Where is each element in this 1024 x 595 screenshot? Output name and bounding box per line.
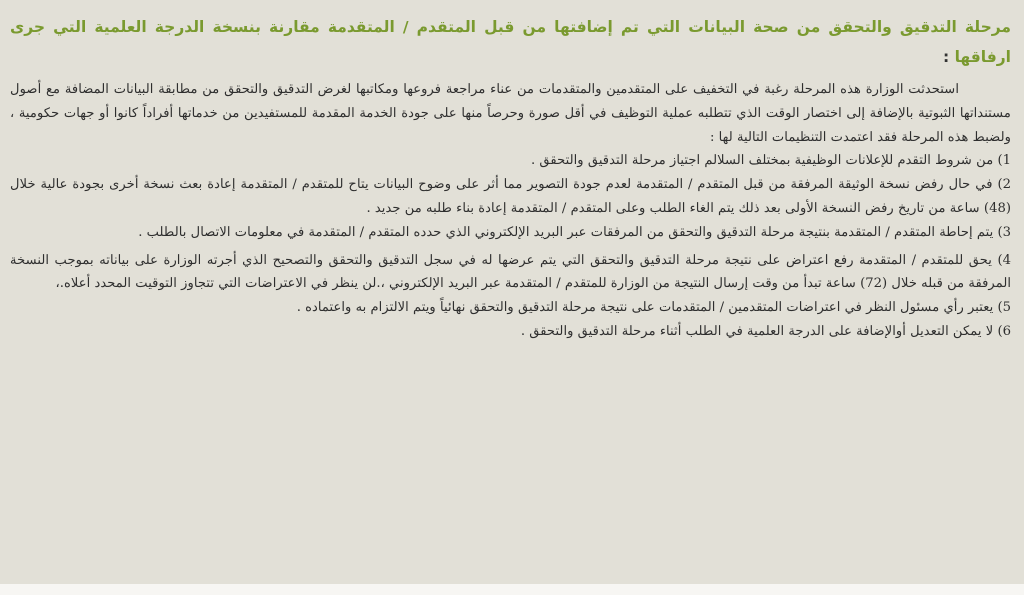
section-heading: [10, 12, 1011, 72]
list-item-4: 4) يحق للمتقدم / المتقدمة رفع اعتراض على نتيجة مرحلة التدقيق والتحقق التي يتم عرضها له في سجل التدقيق والتحقق والتصحيح الذي أجرته الوزارة على بياناته بموجب النسخة المرفقة من قبله خلال (72) ساعة تبدأ من وقت إرسال النتيجة من الوزارة للمتقدم / المتقدمة عبر البريد الإلكتروني ،.لن ينظر في الاعتراضات التي تتجاوز التوقيت المحدد أعلاه.،: [10, 252, 1011, 292]
list-item-6: 6) لا يمكن التعديل أوالإضافة على الدرجة العلمية في الطلب أثناء مرحلة التدقيق والتحقق .: [520, 323, 1011, 339]
page-bottom-strip: [0, 584, 1024, 595]
intro-paragraph: استحدثت الوزارة هذه المرحلة رغبة في التخفيف على المتقدمين والمتقدمات من عناء مراجعة فروعها ومكاتبها لغرض التدقيق والتحقق من مطابقة البيانات المضافة مع أصول مستنداتها الثبوتية بالإضافة إلى اختصار الوقت الذي تتطلبه عملية التوظيف في أقل صورة وحرصاً منها على جودة الخدمة المقدمة للمستفيدين من خدماتها أفراداً كانوا أو جهات حكومية ، ولضبط هذه المرحلة فقد اعتمدت التنظيمات التالية لها :: [10, 82, 1011, 145]
list-item-1: 1) من شروط التقدم للإعلانات الوظيفية بمختلف السلالم اجتياز مرحلة التدقيق والتحقق .: [531, 153, 1011, 169]
list-item-3: 3) يتم إحاطة المتقدم / المتقدمة بنتيجة مرحلة التدقيق والتحقق من المرفقات عبر البريد الإلكتروني الذي حدده المتقدم / المتقدمة في معلومات الاتصال بالطلب .: [138, 224, 1011, 240]
body-text: [10, 78, 1011, 344]
list-item-5: 5) يعتبر رأي مسئول النظر في اعتراضات المتقدمين / المتقدمات على نتيجة مرحلة التدقيق والتحقق نهائياً ويتم الالتزام به واعتماده .: [296, 300, 1011, 316]
heading-text: مرحلة التدقيق والتحقق من صحة البيانات التي تم إضافتها من قبل المتقدم / المتقدمة مقارنة بنسخة الدرجة العلمية التي جرى ارفاقها: [10, 18, 1011, 66]
list-item-2: 2) في حال رفض نسخة الوثيقة المرفقة من قبل المتقدم / المتقدمة لعدم جودة التصوير مما أثر على وضوح البيانات يتاح للمتقدم / المتقدمة إعادة بعث نسخة أخرى بجودة عالية خلال (48) ساعة من تاريخ رفض النسخة الأولى بعد ذلك يتم الغاء الطلب وعلى المتقدم / المتقدمة إعادة بناء طلبه من جديد .: [10, 177, 1011, 216]
heading-colon: :: [942, 48, 955, 66]
